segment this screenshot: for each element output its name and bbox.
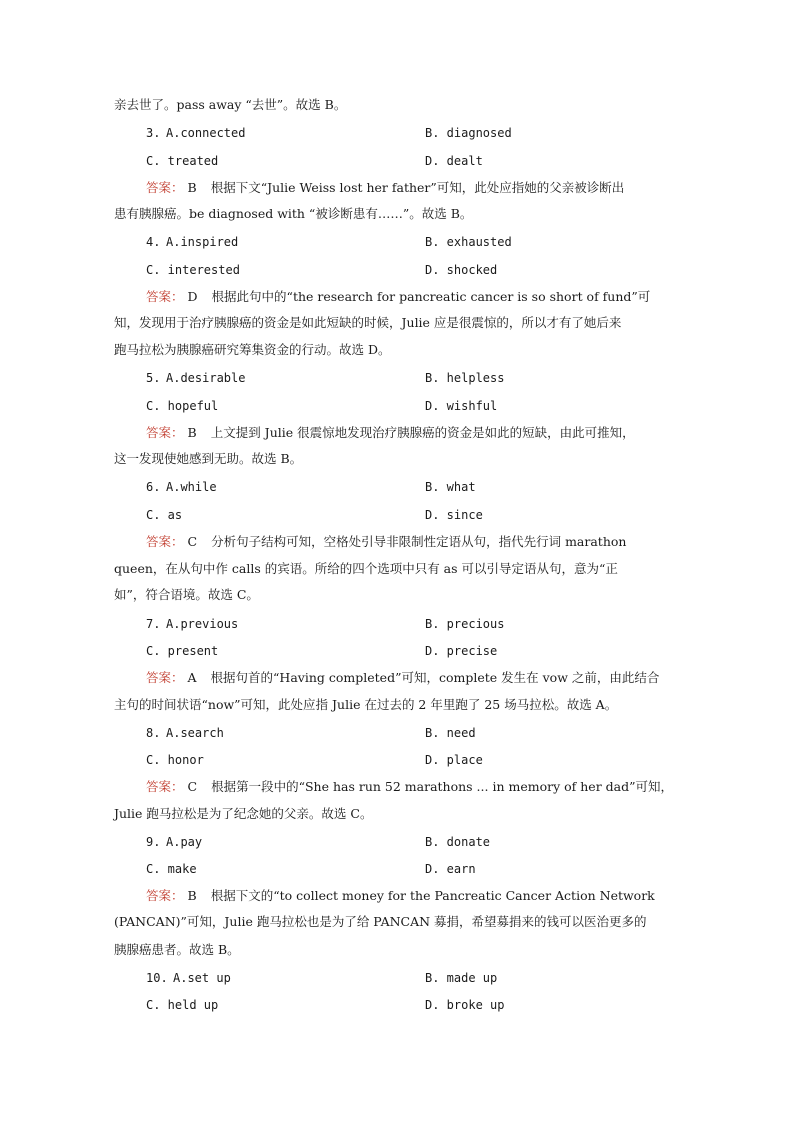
option-c: C. hopeful [146,399,219,413]
question-number: 6. [146,480,161,494]
explanation-text: 胰腺癌患者。故选 B。 [114,942,240,957]
explanation-text: 根据第一段中的“She has run 52 marathons ... in memory of her dad”可知， [211,779,673,794]
explanation-text: 分析句子结构可知，空格处引导非限制性定语从句，指代先行词 marathon [211,534,627,549]
option-d: D. dealt [425,154,483,168]
explanation-text: 这一发现使她感到无助。故选 B。 [114,451,303,466]
option-d: D. since [425,508,483,522]
answer-label: 答案： [146,180,184,195]
option-d: D. earn [425,862,476,876]
explanation-text: 如”，符合语境。故选 C。 [114,587,259,602]
explanation-text: 根据下文的“to collect money for the Pancreatic Cancer Action Network [210,888,655,903]
answer-label: 答案： [146,779,184,794]
answer-letter: C [187,534,198,549]
option-c: C. honor [146,753,204,767]
question-number: 3. [146,126,161,140]
answer-label: 答案： [146,425,184,440]
option-a: A.search [166,726,224,740]
intro-text: 亲去世了。pass away “去世”。故选 B。 [114,97,347,112]
option-b: B. need [425,726,476,740]
option-d: D. shocked [425,263,498,277]
question-number: 7. [146,617,161,631]
option-a: A.inspired [166,235,239,249]
option-b: B. what [425,480,476,494]
option-b: B. precious [425,617,505,631]
answer-letter: B [187,888,197,903]
explanation-text: 跑马拉松为胰腺癌研究筹集资金的行动。故选 D。 [114,342,391,357]
option-b: B. diagnosed [425,126,512,140]
option-c: C. as [146,508,183,522]
explanation-text: queen，在从句中作 calls 的宾语。所给的四个选项中只有 as 可以引导定语从句，意为“正 [114,561,618,576]
option-c: C. held up [146,998,219,1012]
option-a: A.previous [166,617,239,631]
option-b: B. helpless [425,371,505,385]
answer-label: 答案： [146,534,184,549]
answer-letter: D [187,289,198,304]
answer-letter: B [187,425,197,440]
option-a: A.pay [166,835,203,849]
question-number: 10. [146,971,168,985]
option-d: D. wishful [425,399,498,413]
answer-label: 答案： [146,289,184,304]
answer-label: 答案： [146,888,184,903]
option-a: A.desirable [166,371,246,385]
explanation-text: 上文提到 Julie 很震惊地发现治疗胰腺癌的资金是如此的短缺，由此可推知， [210,425,635,440]
explanation-text: 根据句首的“Having completed”可知，complete 发生在 vow 之前，由此结合 [210,670,660,685]
answer-label: 答案： [146,670,184,685]
question-number: 5. [146,371,161,385]
explanation-text: Julie 跑马拉松是为了纪念她的父亲。故选 C。 [114,806,373,821]
option-c: C. interested [146,263,240,277]
option-c: C. present [146,644,219,658]
option-b: B. exhausted [425,235,512,249]
answer-letter: B [187,180,197,195]
question-number: 9. [146,835,161,849]
option-d: D. precise [425,644,498,658]
option-a: A.connected [166,126,246,140]
option-c: C. treated [146,154,219,168]
option-a: A.while [166,480,217,494]
explanation-text: 患有胰腺癌。be diagnosed with “被诊断患有……”。故选 B。 [114,206,473,221]
explanation-text: 根据此句中的“the research for pancreatic cancer is so short of fund”可 [211,289,651,304]
option-c: C. make [146,862,197,876]
question-number: 8. [146,726,161,740]
explanation-text: (PANCAN)”可知，Julie 跑马拉松也是为了给 PANCAN 募捐，希望募捐来的钱可以医治更多的 [114,914,647,929]
option-b: B. donate [425,835,491,849]
question-number: 4. [146,235,161,249]
explanation-text: 主句的时间状语“now”可知，此处应指 Julie 在过去的 2 年里跑了 25 场马拉松。故选 A。 [114,697,618,712]
explanation-text: 根据下文“Julie Weiss lost her father”可知，此处应指她的父亲被诊断出 [210,180,625,195]
option-d: D. place [425,753,483,767]
answer-letter: A [187,670,197,685]
explanation-text: 知，发现用于治疗胰腺癌的资金是如此短缺的时候，Julie 应是很震惊的，所以才有了她后来 [114,315,622,330]
option-a: A.set up [173,971,231,985]
option-d: D. broke up [425,998,505,1012]
option-b: B. made up [425,971,498,985]
answer-letter: C [187,779,198,794]
